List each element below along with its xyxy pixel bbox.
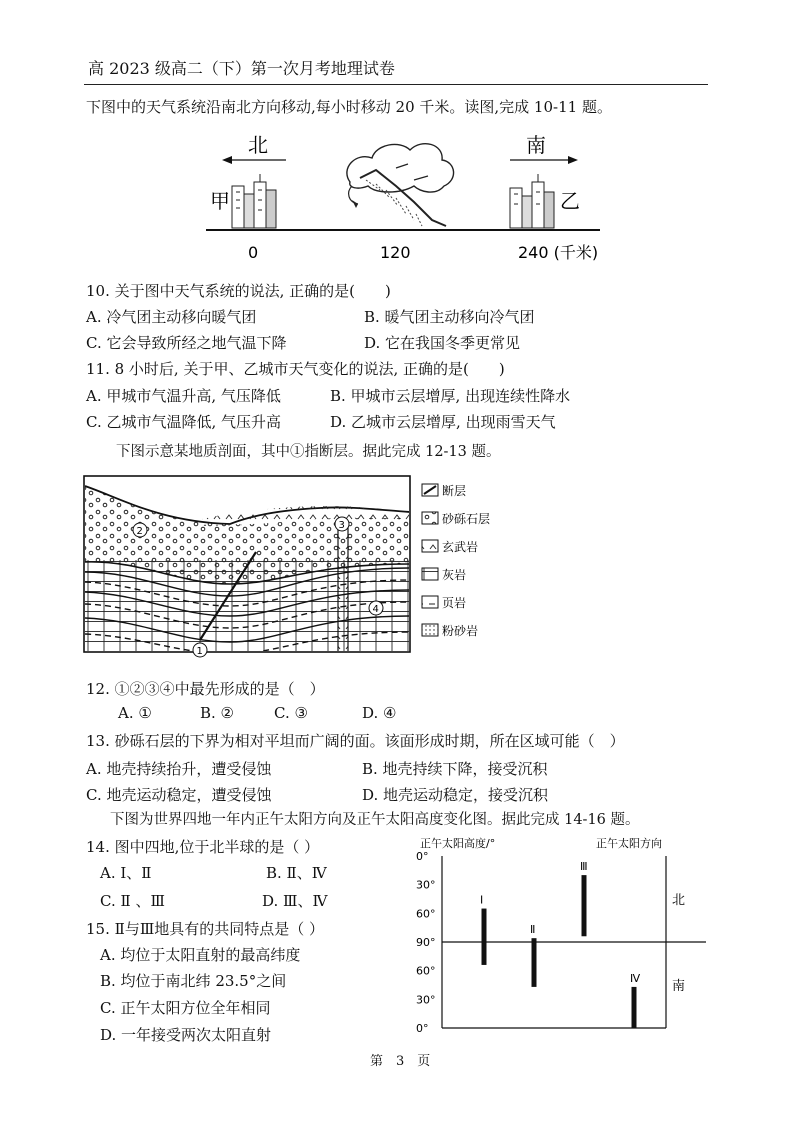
exam-header-title: 高 2023 级高二（下）第一次月考地理试卷 (88, 59, 395, 78)
noon-sun-chart (410, 834, 710, 1034)
axis-tick-240: 240 (千米) (518, 243, 599, 262)
svg-text:粉砂岩: 粉砂岩 (442, 624, 479, 638)
range-bar-4 (632, 987, 637, 1028)
legend-gravel (422, 511, 490, 526)
y-tick-label: 60° (416, 964, 436, 978)
q10-option-b: B. 暖气团主动移向冷气团 (364, 308, 535, 326)
svg-text:页岩: 页岩 (442, 596, 467, 610)
marker-1 (193, 643, 207, 657)
q15-option-d: D. 一年接受两次太阳直射 (100, 1026, 272, 1044)
q12-option-d: D. ④ (362, 704, 397, 722)
q12-option-b: B. ② (200, 704, 235, 722)
intro-10-11: 下图中的天气系统沿南北方向移动,每小时移动 20 千米。读图,完成 10-11 题。 (86, 98, 612, 116)
y-tick-label: 90° (416, 936, 436, 949)
axis-tick-0: 0 (248, 243, 259, 262)
q10-option-a: A. 冷气团主动移向暖气团 (86, 308, 257, 326)
range-bar-label-2: Ⅱ (530, 923, 536, 937)
svg-text:灰岩: 灰岩 (442, 568, 467, 582)
q11-stem: 11. 8 小时后, 关于甲、乙城市天气变化的说法, 正确的是( ) (86, 360, 505, 378)
svg-text:3: 3 (338, 520, 345, 531)
q13-stem: 13. 砂砾石层的下界为相对平坦而广阔的面。该面形成时期，所在区域可能（ ） (86, 732, 625, 750)
intro-14-16: 下图为世界四地一年内正午太阳方向及正午太阳高度变化图。据此完成 14-16 题。 (110, 812, 640, 828)
chart-south-label: 南 (672, 979, 686, 994)
city-yi-icon (510, 174, 554, 228)
q15-option-c: C. 正午太阳方位全年相同 (100, 999, 271, 1017)
q14-stem: 14. 图中四地,位于北半球的是（ ） (86, 838, 320, 856)
weather-system-figure (200, 128, 610, 268)
svg-text:砂砾石层: 砂砾石层 (442, 512, 491, 526)
q14-option-a: A. Ⅰ、Ⅱ (100, 864, 152, 882)
svg-text:1: 1 (196, 646, 203, 657)
q15-option-b: B. 均位于南北纬 23.5°之间 (100, 972, 287, 990)
svg-text:4: 4 (372, 604, 379, 615)
q12-option-a: A. ① (118, 704, 152, 722)
marker-3 (335, 517, 349, 531)
axis-tick-120: 120 (380, 243, 411, 262)
q14-option-b: B. Ⅱ、Ⅳ (266, 864, 327, 882)
legend-limestone (422, 567, 466, 582)
q11-option-a: A. 甲城市气温升高, 气压降低 (86, 387, 281, 405)
city-jia-label: 甲 (210, 189, 230, 213)
q13-option-b: B. 地壳持续下降，接受沉积 (362, 760, 548, 778)
south-label: 南 (526, 133, 546, 157)
marker-4 (369, 601, 383, 615)
y-tick-label: 60° (416, 907, 436, 921)
q15-option-a: A. 均位于太阳直射的最高纬度 (100, 946, 301, 964)
svg-text:断层: 断层 (442, 484, 467, 498)
svg-text:2: 2 (136, 526, 143, 537)
y-tick-label: 0° (416, 1022, 429, 1034)
city-yi-label: 乙 (560, 189, 580, 213)
legend-shale (422, 595, 466, 610)
front-cloud-icon (347, 144, 454, 226)
q13-option-a: A. 地壳持续抬升，遭受侵蚀 (86, 760, 272, 778)
legend-basalt (422, 539, 478, 554)
header-rule (84, 84, 708, 85)
chart-title-right: 正午太阳方向 (596, 837, 662, 850)
q12-stem: 12. ①②③④中最先形成的是（ ） (86, 680, 325, 698)
q13-option-c: C. 地壳运动稳定，遭受侵蚀 (86, 786, 272, 804)
svg-text:玄武岩: 玄武岩 (442, 540, 479, 554)
page-number: 第 3 页 (370, 1054, 431, 1069)
q11-option-c: C. 乙城市气温降低, 气压升高 (86, 413, 282, 431)
range-bar-1 (482, 909, 487, 965)
chart-title-left: 正午太阳高度/° (420, 837, 496, 850)
intro-12-13: 下图示意某地质剖面，其中①指断层。据此完成 12-13 题。 (116, 444, 501, 460)
range-bar-label-1: Ⅰ (480, 893, 484, 907)
north-label: 北 (248, 133, 268, 157)
range-bar-label-4: Ⅳ (630, 971, 641, 985)
range-bar-3 (582, 875, 587, 936)
q10-option-d: D. 它在我国冬季更常见 (364, 334, 521, 352)
q11-option-d: D. 乙城市云层增厚, 出现雨雪天气 (330, 413, 556, 431)
y-tick-label: 30° (416, 878, 436, 892)
q10-option-c: C. 它会导致所经之地气温下降 (86, 334, 287, 352)
y-tick-label: 0° (416, 850, 429, 863)
q15-stem: 15. Ⅱ与Ⅲ地具有的共同特点是（ ） (86, 920, 325, 938)
legend-fault (422, 483, 466, 498)
range-bar-label-3: Ⅲ (580, 860, 588, 874)
marker-2 (133, 523, 147, 537)
q13-option-d: D. 地壳运动稳定，接受沉积 (362, 786, 549, 804)
city-jia-icon (232, 174, 276, 228)
geologic-section-figure (80, 472, 520, 662)
legend-siltstone (422, 623, 478, 638)
q10-stem: 10. 关于图中天气系统的说法, 正确的是( ) (86, 282, 391, 300)
q14-option-c: C. Ⅱ 、Ⅲ (100, 892, 165, 910)
q11-option-b: B. 甲城市云层增厚, 出现连续性降水 (330, 387, 571, 405)
range-bar-2 (532, 938, 537, 987)
y-tick-label: 30° (416, 993, 436, 1007)
q14-option-d: D. Ⅲ、Ⅳ (262, 892, 328, 910)
chart-north-label: 北 (672, 893, 686, 908)
q12-option-c: C. ③ (274, 704, 308, 722)
